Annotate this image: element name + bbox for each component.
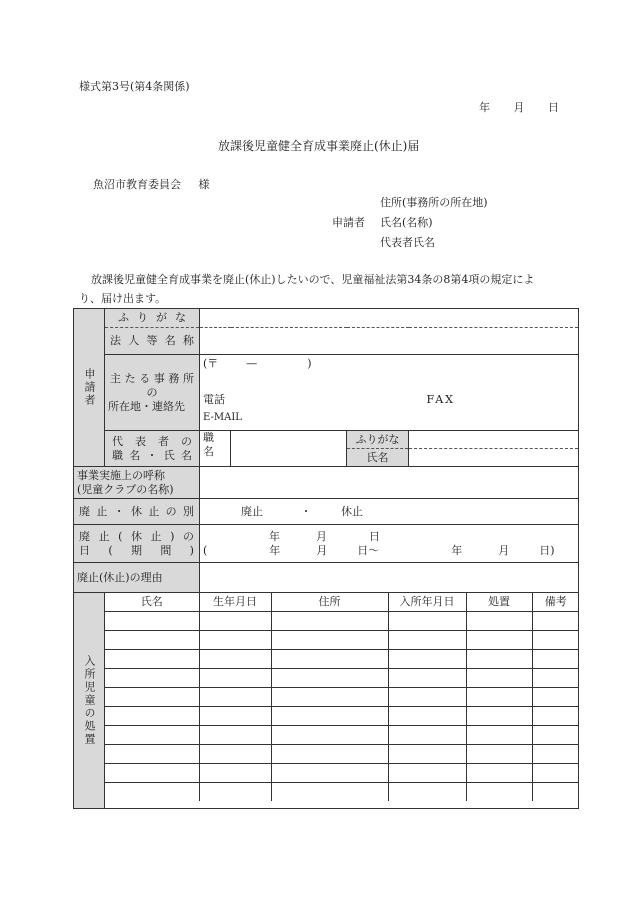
children-section-label: 入所児童の処置	[74, 593, 105, 809]
table-row[interactable]	[105, 707, 579, 726]
table-row[interactable]	[105, 650, 579, 669]
type-abolish: 廃止	[241, 504, 263, 518]
rep-name-field[interactable]	[409, 449, 579, 467]
applicant-section-label: 申請者	[74, 309, 105, 467]
children-header-action: 処置	[466, 593, 532, 612]
children-table-cell	[105, 593, 579, 809]
rep-furigana-label: ふりがな	[347, 431, 409, 449]
date-field[interactable]: 年 月 日 ( 年 月 日〜 年 月 日)	[200, 525, 579, 563]
children-header-admission: 入所年月日	[388, 593, 466, 612]
furigana-label: ふ り が な	[105, 309, 200, 328]
body-text-line1: 放課後児童健全育成事業を廃止(休止)したいので、児童福祉法第34条の8第4項の規定によ	[91, 273, 535, 286]
reason-field[interactable]	[200, 563, 579, 593]
type-field[interactable]: 廃止 ・ 休止	[200, 499, 579, 525]
children-table	[105, 593, 579, 801]
page-title: 放課後児童健全育成事業廃止(休止)届	[218, 139, 420, 153]
furigana-field[interactable]	[200, 309, 579, 328]
type-label: 廃 止 ・ 休 止 の 別	[74, 499, 200, 525]
position-field[interactable]	[231, 431, 347, 467]
table-row[interactable]	[105, 764, 579, 783]
email-label: E-MAIL	[203, 412, 242, 423]
addressee	[93, 178, 210, 192]
table-row[interactable]	[105, 612, 579, 631]
corp-name-field[interactable]	[200, 328, 579, 355]
date-line	[479, 101, 559, 115]
position-label: 職 名	[200, 431, 231, 467]
children-header-name: 氏名	[105, 593, 199, 612]
addressee-honorific: 様	[198, 178, 210, 191]
fax-label: FAX	[426, 393, 455, 406]
form-number: 様式第3号(第4条関係)	[79, 80, 190, 93]
notification-table	[73, 308, 579, 809]
type-suspend: 休止	[341, 504, 363, 518]
table-row[interactable]	[105, 726, 579, 745]
rep-label: 代 表 者 の 職 名 ・ 氏 名	[105, 431, 200, 467]
date-year: 年	[479, 101, 490, 114]
children-header-address: 住所	[271, 593, 388, 612]
business-name-field[interactable]	[200, 467, 579, 499]
applicant-address-label: 住所(事務所の所在地)	[380, 196, 488, 209]
reason-label: 廃止(休止)の理由	[74, 563, 200, 593]
date-label: 廃 止 ( 休 止 ) の 日 ( 期 間 )	[74, 525, 200, 563]
rep-name-label: 氏名	[347, 449, 409, 467]
phone-label: 電話	[203, 393, 225, 406]
table-row[interactable]	[105, 745, 579, 764]
rep-furigana-field[interactable]	[409, 431, 579, 449]
body-text-line2: り、届け出ます。	[79, 292, 167, 305]
table-row[interactable]	[105, 688, 579, 707]
applicant-rep-label: 代表者氏名	[380, 236, 435, 249]
table-row[interactable]	[105, 669, 579, 688]
office-label: 主 た る 事 務 所 の 所在地・連絡先	[105, 355, 200, 431]
date-month: 月	[513, 101, 525, 114]
office-contact-field[interactable]: (〒 — ) 電話 FAX E-MAIL	[200, 355, 579, 431]
table-row[interactable]	[105, 783, 579, 802]
corp-name-label: 法 人 等 名 称	[105, 328, 200, 355]
applicant-name-label: 氏名(名称)	[380, 216, 433, 229]
children-header-birthdate: 生年月日	[199, 593, 271, 612]
date-day: 日	[548, 101, 559, 114]
children-header-notes: 備考	[532, 593, 579, 612]
table-row[interactable]	[105, 631, 579, 650]
applicant-label: 申請者	[332, 216, 365, 229]
business-name-label: 事業実施上の呼称 (児童クラブの名称)	[74, 467, 200, 499]
addressee-name: 魚沼市教育委員会	[93, 178, 181, 191]
